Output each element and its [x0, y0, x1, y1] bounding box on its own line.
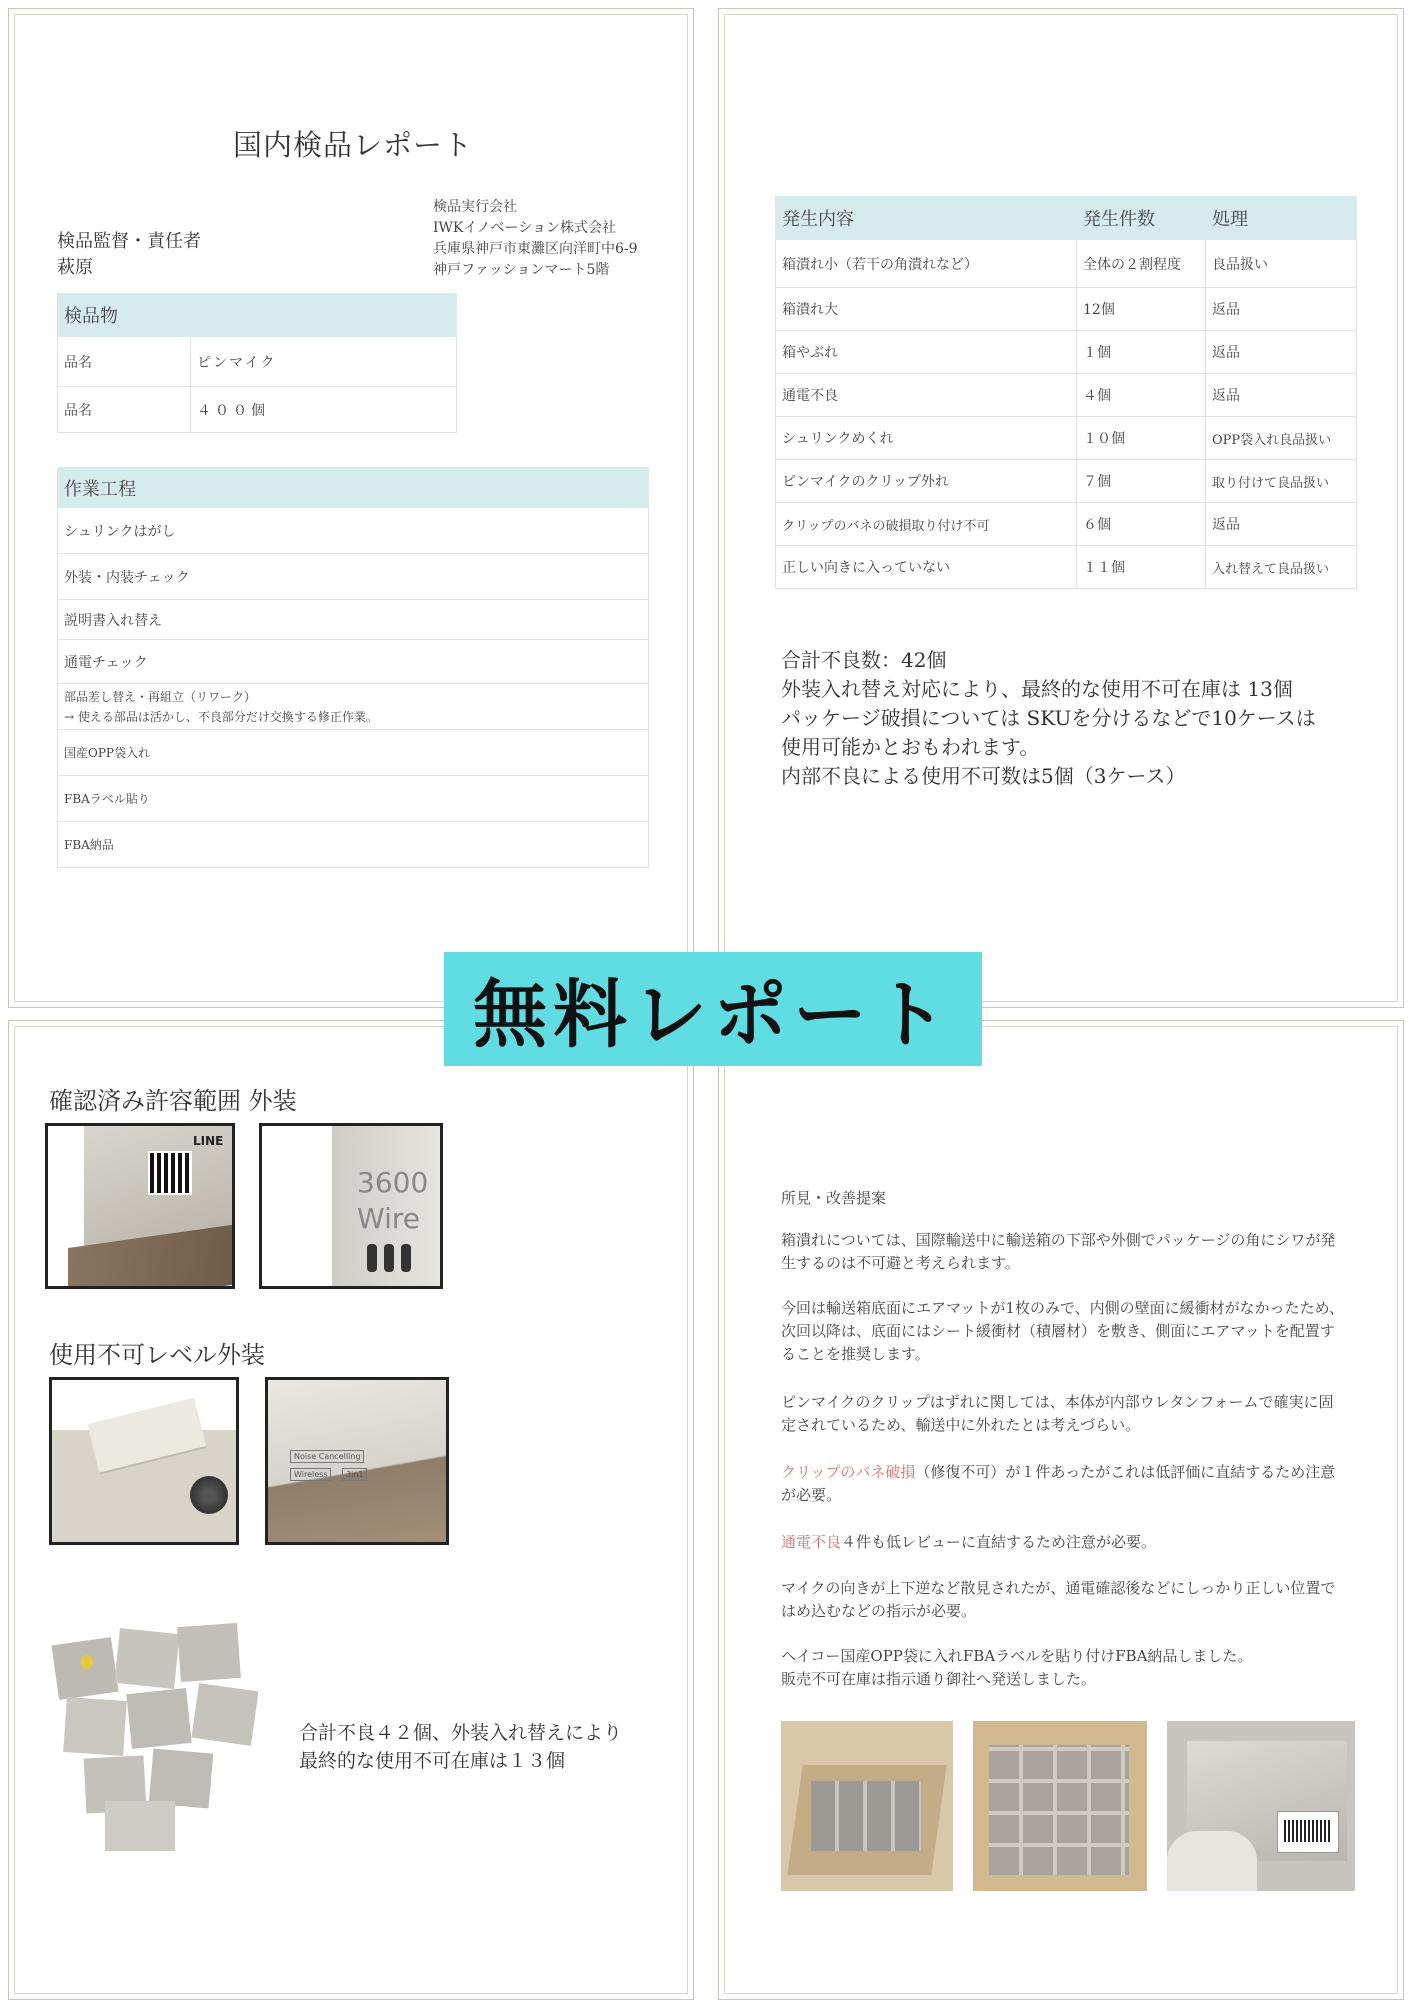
supervisor-name: 萩原 — [57, 257, 93, 278]
report-page-1 — [8, 8, 694, 1008]
report-page-2 — [718, 8, 1404, 1008]
photo-acceptable-1 — [45, 1123, 235, 1289]
defect-count: ４個 — [1077, 374, 1206, 417]
defect-content: 箱潰れ大 — [776, 288, 1077, 331]
photo-shipping-box-1 — [781, 1721, 953, 1891]
findings-heading: 所見・改善提案 — [781, 1189, 887, 1207]
supervisor-label: 検品監督・責任者 — [57, 231, 201, 252]
warning-text: 通電不良 — [781, 1533, 842, 1551]
mic-icon — [384, 1244, 394, 1272]
process-row: 外装・内装チェック — [58, 554, 649, 600]
item-value: ４００個 — [191, 387, 457, 433]
defect-count: 全体の２割程度 — [1077, 240, 1206, 288]
defect-count: ６個 — [1077, 503, 1206, 546]
caption-line: 最終的な使用不可在庫は１３個 — [299, 1750, 566, 1772]
defect-action: OPP袋入れ良品扱い — [1206, 417, 1357, 460]
defect-content: ピンマイクのクリップ外れ — [776, 460, 1077, 503]
findings-para-7: ヘイコー国産OPP袋に入れFBAラベルを貼り付けFBA納品しました。 販売不可在庫は指示通り御社へ発送しました。 — [781, 1647, 1253, 1688]
process-table-header: 作業工程 — [58, 468, 649, 508]
summary-line: 合計不良数：42個 — [781, 648, 947, 672]
caption-line: 合計不良４２個、外装入れ替えにより — [299, 1722, 623, 1744]
report-page-4 — [718, 1020, 1404, 2000]
qr-code — [148, 1151, 192, 1195]
photo-text: 3in1 — [342, 1468, 367, 1481]
defect-header-content: 発生内容 — [776, 197, 1077, 240]
fba-label — [1277, 1811, 1339, 1853]
summary-line: 外装入れ替え対応により、最終的な使用不可在庫は 13個 — [781, 677, 1293, 701]
report-page-3 — [8, 1020, 694, 2000]
item-label: 品名 — [58, 387, 191, 433]
findings-para-2: 今回は輸送箱底面にエアマットが1枚のみで、内側の壁面に緩衝材がなかったため、次回以降は、底面にはシート緩衝材（積層材）を敷き、側面にエアマットを配置することを推奨します。 — [781, 1299, 1345, 1363]
defect-content: シュリンクめくれ — [776, 417, 1077, 460]
photo-text: 3600 — [357, 1166, 429, 1199]
item-table — [57, 293, 457, 433]
photo-shipping-box-2 — [973, 1721, 1147, 1891]
defect-table — [775, 196, 1357, 589]
photo-unusable-2 — [265, 1377, 449, 1545]
report-title: 国内検品レポート — [233, 128, 474, 162]
defect-count: 12個 — [1077, 288, 1206, 331]
process-row: 通電チェック — [58, 640, 649, 684]
item-value: ピンマイク — [191, 337, 457, 387]
company-line: IWKイノベーション株式会社 — [433, 220, 616, 236]
process-row: FBAラベル貼り — [58, 776, 649, 822]
photo-text: LINE — [193, 1134, 224, 1148]
company-line: 兵庫県神戸市東灘区向洋町中6-9 — [433, 241, 638, 257]
defect-content: 箱やぶれ — [776, 331, 1077, 374]
process-row: 説明書入れ替え — [58, 600, 649, 640]
defect-action: 返品 — [1206, 374, 1357, 417]
defect-content: 通電不良 — [776, 374, 1077, 417]
findings-para-3: ピンマイクのクリップはずれに関しては、本体が内部ウレタンフォームで確実に固定されているため、輸送中に外れたとは考えづらい。 — [781, 1393, 1334, 1434]
defect-header-action: 処理 — [1206, 197, 1357, 240]
defect-content: 正しい向きに入っていない — [776, 546, 1077, 589]
photo-unusable-1 — [49, 1377, 239, 1545]
defect-action: 取り付けて良品扱い — [1206, 460, 1357, 503]
process-row-rework: 部品差し替え・再組立（リワーク） → 使える部品は活かし、不良部分だけ交換する修正作業。 — [58, 684, 649, 730]
company-line: 神戸ファッションマート5階 — [433, 262, 610, 278]
defect-summary — [781, 646, 1316, 791]
defect-count: ７個 — [1077, 460, 1206, 503]
defect-action: 返品 — [1206, 331, 1357, 374]
item-label: 品名 — [58, 337, 191, 387]
defect-count: １０個 — [1077, 417, 1206, 460]
defect-header-count: 発生件数 — [1077, 197, 1206, 240]
defect-action: 返品 — [1206, 503, 1357, 546]
findings-para-4: クリップのバネ破損（修復不可）が１件あったがこれは低評価に直結するため注意が必要。 — [781, 1463, 1336, 1504]
defect-content: クリップのバネの破損取り付け不可 — [776, 503, 1077, 546]
photo-fba-label — [1167, 1721, 1355, 1891]
warning-text: クリップのバネ破損 — [781, 1463, 916, 1481]
defect-action: 返品 — [1206, 288, 1357, 331]
free-report-banner: 無料レポート — [444, 952, 982, 1066]
photo-caption — [299, 1719, 622, 1775]
mic-icon — [401, 1244, 411, 1272]
mic-foam-icon — [81, 1655, 93, 1669]
summary-line: 内部不良による使用不可数は5個（3ケース） — [781, 764, 1186, 788]
photo-text: Wire — [357, 1202, 420, 1235]
company-info — [433, 197, 638, 281]
summary-line: 使用可能かとおもわれます。 — [781, 735, 1040, 759]
defect-count: １１個 — [1077, 546, 1206, 589]
photo-defect-boxes — [45, 1621, 277, 1851]
mic-icon — [367, 1244, 377, 1272]
mic-foam-icon — [190, 1476, 228, 1514]
photo-text: Noise Cancelling — [290, 1450, 364, 1463]
process-row: FBA納品 — [58, 822, 649, 868]
defect-action: 良品扱い — [1206, 240, 1357, 288]
item-table-header: 検品物 — [58, 294, 457, 337]
photo-acceptable-2 — [259, 1123, 443, 1289]
company-line: 検品実行会社 — [433, 199, 517, 215]
findings-para-1: 箱潰れについては、国際輸送中に輸送箱の下部や外側でパッケージの角にシワが発生するのは不可避と考えられます。 — [781, 1231, 1336, 1272]
process-row: シュリンクはがし — [58, 508, 649, 554]
findings-para-5: 通電不良４件も低レビューに直結するため注意が必要。 — [781, 1533, 1157, 1551]
defect-action: 入れ替えて良品扱い — [1206, 546, 1357, 589]
defect-content: 箱潰れ小（若干の角潰れなど） — [776, 240, 1077, 288]
summary-line: パッケージ破損については SKUを分けるなどで10ケースは — [781, 706, 1316, 730]
rework-note: → 使える部品は活かし、不良部分だけ交換する修正作業。 — [64, 709, 378, 724]
photo-text: Wireless — [290, 1468, 331, 1481]
defect-count: １個 — [1077, 331, 1206, 374]
acceptable-range-title: 確認済み許容範囲 外装 — [49, 1087, 297, 1115]
unusable-level-title: 使用不可レベル外装 — [49, 1341, 265, 1369]
process-table — [57, 467, 649, 868]
process-row: 国産OPP袋入れ — [58, 730, 649, 776]
findings-para-6: マイクの向きが上下逆など散見されたが、通電確認後などにしっかり正しい位置ではめ込むなどの指示が必要。 — [781, 1579, 1336, 1620]
